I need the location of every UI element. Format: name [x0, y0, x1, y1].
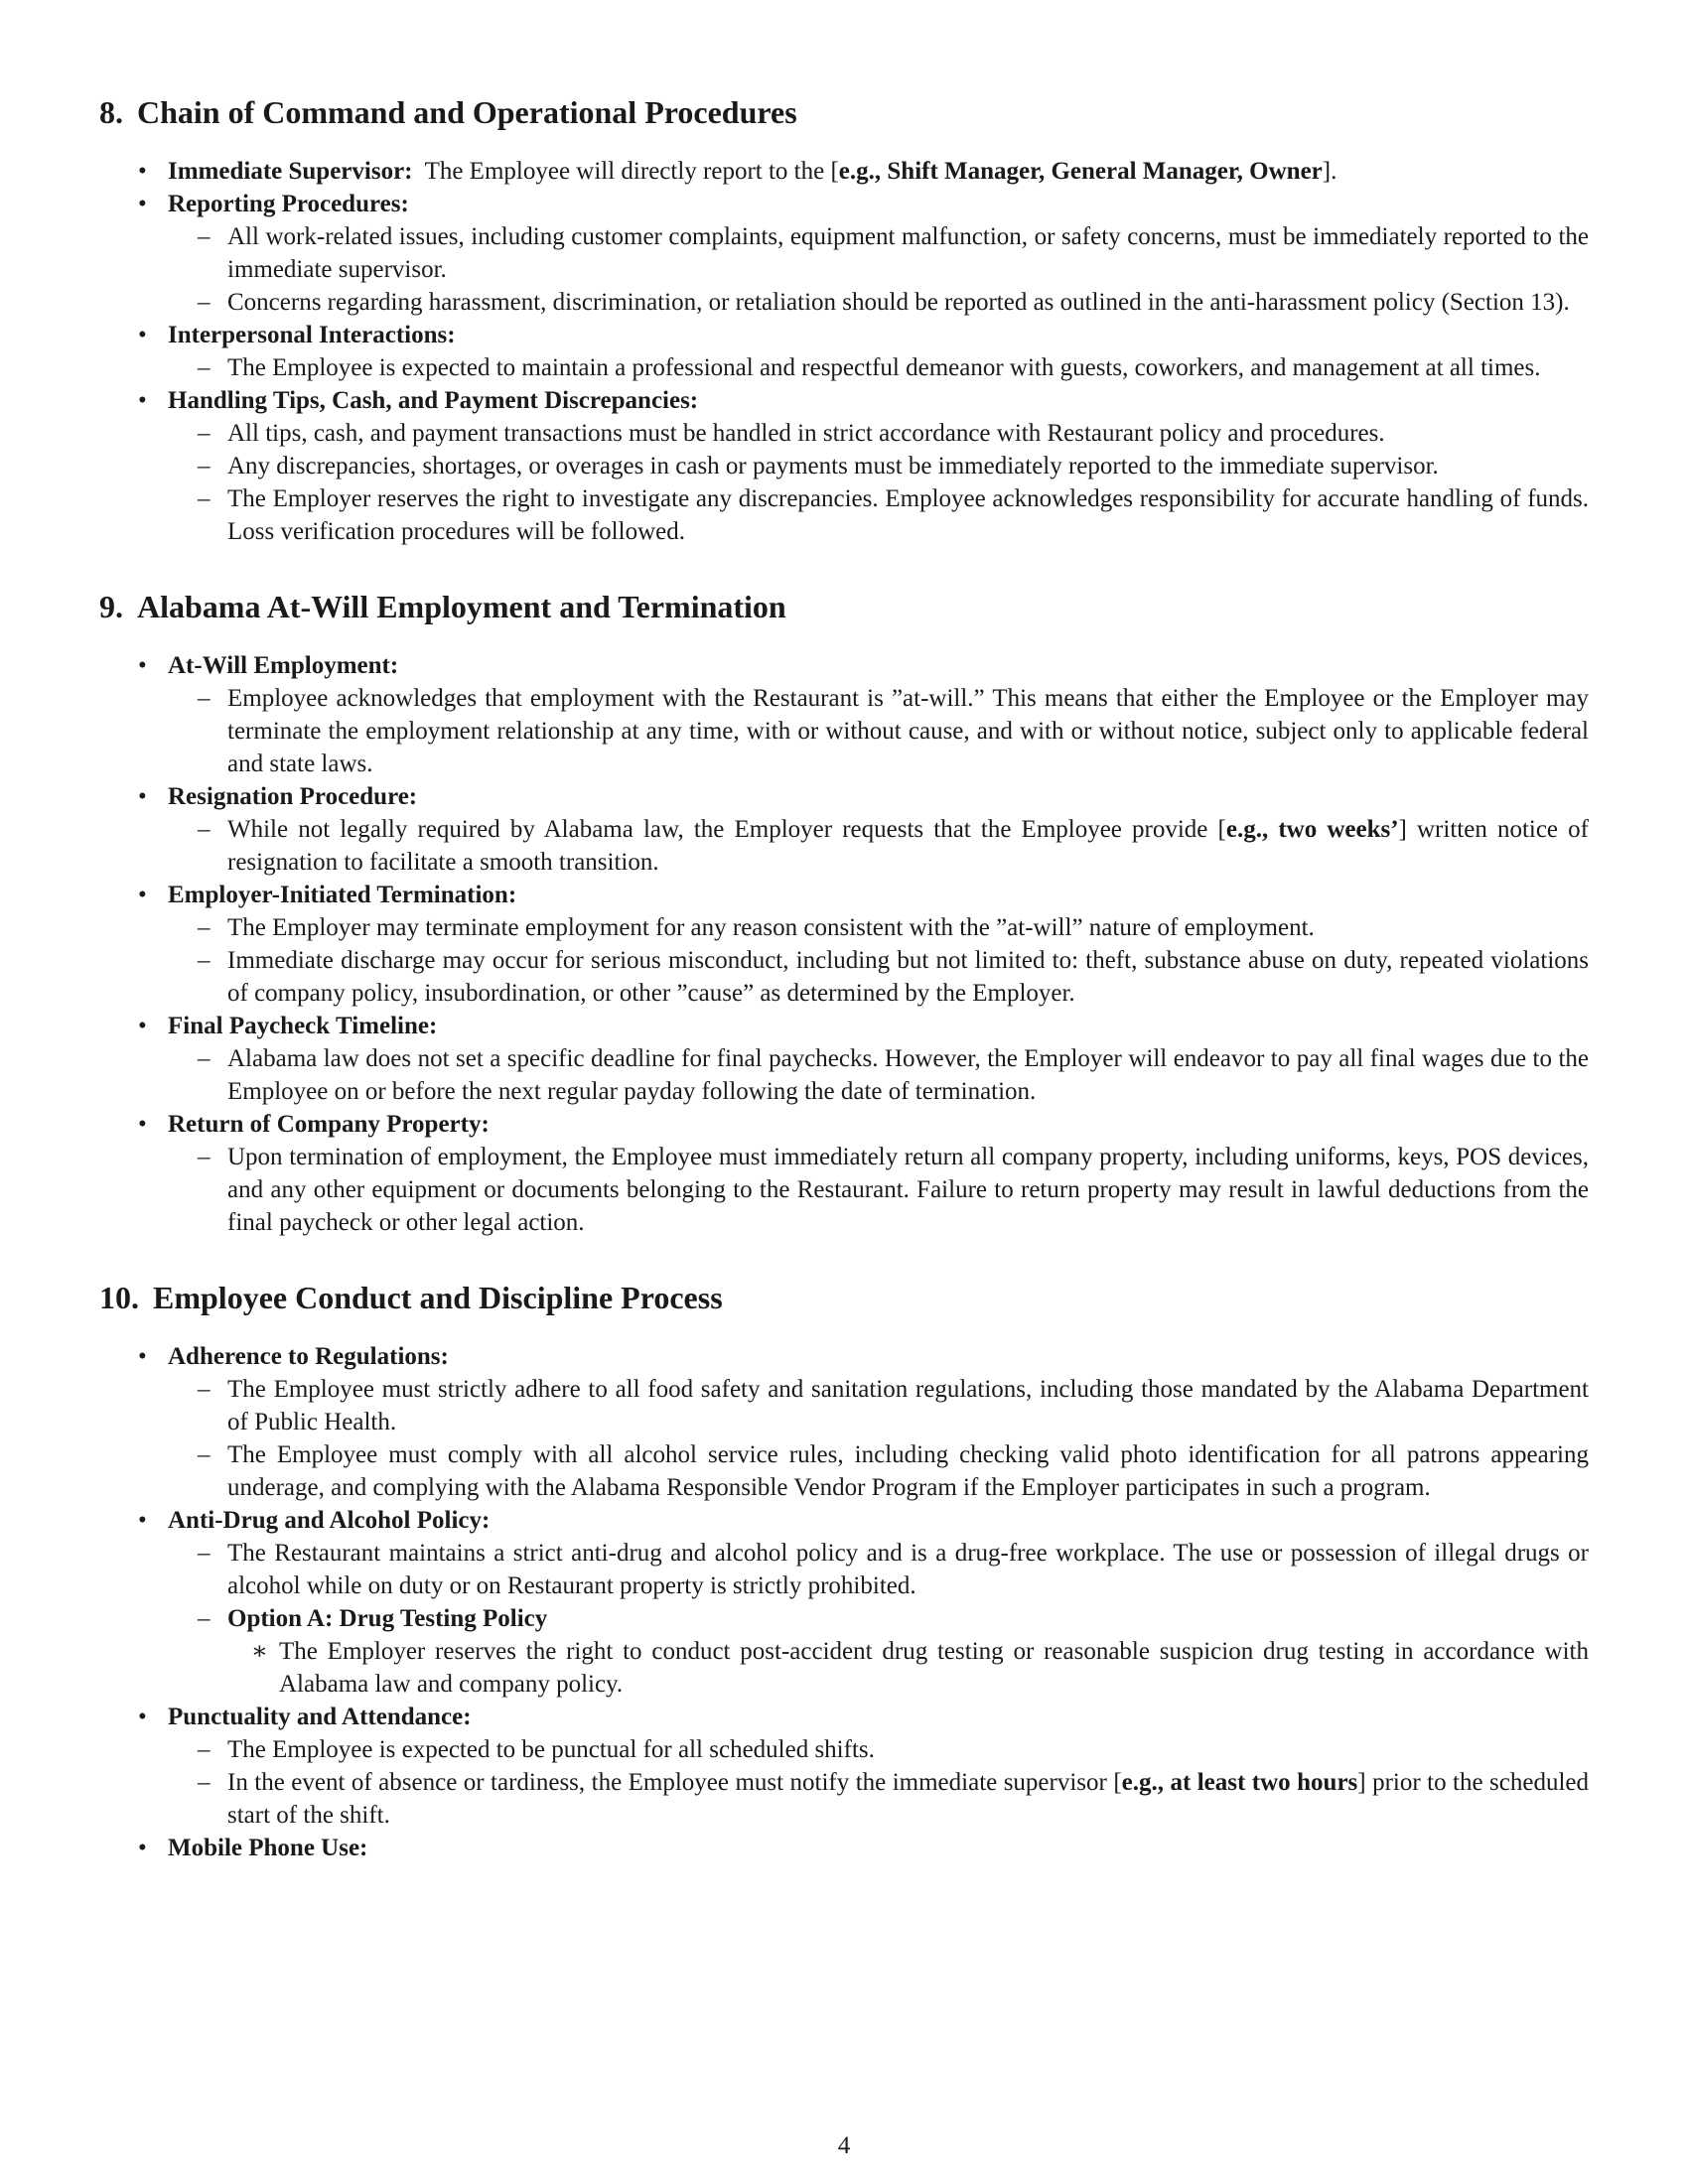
- list-item-punctuality: [168, 1701, 1589, 1832]
- item-text-end: ] written notice of resignation to facilitate a smooth transition.: [227, 816, 1589, 876]
- sub-list: [168, 911, 1589, 1010]
- sub-item: – Alabama law does not set a specific deadline for final paychecks. However, the Employer will endeavor to pay all final wages due to the Employee on or before the next regular payday following the date of termination.: [227, 1042, 1589, 1108]
- item-label: Resignation Procedure:: [168, 783, 418, 810]
- sub-list: [168, 220, 1589, 319]
- sub-list: [168, 1733, 1589, 1832]
- section-8: [99, 91, 1589, 548]
- sub-item: – The Employee is expected to be punctual for all scheduled shifts.: [227, 1733, 1589, 1766]
- sub-list: [168, 1141, 1589, 1239]
- section-9: [99, 586, 1589, 1239]
- page-number: 4: [837, 2132, 851, 2159]
- sub-sub-list: [227, 1635, 1589, 1701]
- sub-item: – The Employer may terminate employment for any reason consistent with the ”at-will” nature of employment.: [227, 911, 1589, 944]
- item-placeholder: e.g., two weeks’: [1225, 816, 1399, 843]
- sub-item: [227, 1766, 1589, 1832]
- list-item-immediate-supervisor: [168, 155, 1589, 188]
- section-9-heading: [99, 586, 1589, 627]
- sub-item: – The Restaurant maintains a strict anti-drug and alcohol policy and is a drug-free workplace. The use or possession of illegal drugs or alcohol while on duty or on Restaurant property is strictly prohibited.: [227, 1537, 1589, 1602]
- section-10-list: [99, 1340, 1589, 1864]
- item-label: Punctuality and Attendance:: [168, 1704, 472, 1730]
- sub-item-option-a: [227, 1602, 1589, 1701]
- item-label: Anti-Drug and Alcohol Policy:: [168, 1507, 491, 1534]
- section-8-heading: [99, 91, 1589, 133]
- item-label: Interpersonal Interactions:: [168, 322, 456, 348]
- item-text-end: ].: [1322, 158, 1337, 185]
- sub-item: – Concerns regarding harassment, discrimination, or retaliation should be reported as outlined in the anti-harassment policy (Section 13).: [227, 286, 1589, 319]
- option-label: Option A: Drug Testing Policy: [227, 1605, 548, 1632]
- section-9-list: [99, 649, 1589, 1239]
- section-10-heading: [99, 1277, 1589, 1318]
- list-item-handling-tips: [168, 384, 1589, 548]
- sub-item: – All work-related issues, including customer complaints, equipment malfunction, or safety concerns, must be immediately reported to the immediate supervisor.: [227, 220, 1589, 286]
- section-title: Chain of Command and Operational Procedures: [137, 94, 797, 130]
- list-item-final-paycheck: [168, 1010, 1589, 1108]
- list-item-mobile-phone: [168, 1832, 1589, 1864]
- sub-item: – The Employee must strictly adhere to all food safety and sanitation regulations, including those mandated by the Alabama Department of Public Health.: [227, 1373, 1589, 1438]
- sub-item: – The Employee is expected to maintain a professional and respectful demeanor with guests, coworkers, and management at all times.: [227, 351, 1589, 384]
- item-label: Return of Company Property:: [168, 1111, 490, 1138]
- document-page: [99, 91, 1589, 1902]
- section-8-list: [99, 155, 1589, 548]
- sub-list: [168, 1042, 1589, 1108]
- sub-list: [168, 1537, 1589, 1701]
- sub-item: [227, 813, 1589, 879]
- sub-list: [168, 1373, 1589, 1504]
- sub-item: – Immediate discharge may occur for serious misconduct, including but not limited to: theft, substance abuse on duty, repeated violations of company policy, insubordination, or other ”cause” as determined by the Employer.: [227, 944, 1589, 1010]
- list-item-return-property: [168, 1108, 1589, 1239]
- item-label: Handling Tips, Cash, and Payment Discrepancies:: [168, 387, 699, 414]
- item-label: Adherence to Regulations:: [168, 1343, 449, 1370]
- item-label: At-Will Employment:: [168, 652, 399, 679]
- sub-sub-item: ∗ The Employer reserves the right to conduct post-accident drug testing or reasonable suspicion drug testing in accordance with Alabama law and company policy.: [279, 1635, 1589, 1701]
- sub-list: [168, 813, 1589, 879]
- list-item-interpersonal: [168, 319, 1589, 384]
- section-title: Employee Conduct and Discipline Process: [153, 1280, 723, 1315]
- sub-item: – Upon termination of employment, the Employee must immediately return all company property, including uniforms, keys, POS devices, and any other equipment or documents belonging to the Restaurant. Failure to return property may result in lawful deductions from the final paycheck or other legal action.: [227, 1141, 1589, 1239]
- item-text: In the event of absence or tardiness, the Employee must notify the immediate supervisor [: [227, 1769, 1122, 1796]
- item-label: Reporting Procedures:: [168, 191, 409, 217]
- item-label: Mobile Phone Use:: [168, 1835, 368, 1861]
- list-item-regulations: [168, 1340, 1589, 1504]
- sub-item: – All tips, cash, and payment transactions must be handled in strict accordance with Restaurant policy and procedures.: [227, 417, 1589, 450]
- sub-item: – Employee acknowledges that employment with the Restaurant is ”at-will.” This means that either the Employee or the Employer may terminate the employment relationship at any time, with or without cause, and with or without notice, subject only to applicable federal and state laws.: [227, 682, 1589, 780]
- list-item-anti-drug: [168, 1504, 1589, 1701]
- item-text: While not legally required by Alabama law, the Employer requests that the Employee provide [: [227, 816, 1226, 843]
- section-title: Alabama At-Will Employment and Termination: [137, 589, 786, 624]
- sub-list: [168, 417, 1589, 548]
- item-label: Employer-Initiated Termination:: [168, 882, 517, 908]
- item-text: The Employee will directly report to the [: [424, 158, 839, 185]
- sub-item: – The Employer reserves the right to investigate any discrepancies. Employee acknowledges responsibility for accurate handling of funds. Loss verification procedures will be followed.: [227, 482, 1589, 548]
- list-item-employer-termination: [168, 879, 1589, 1010]
- sub-list: [168, 682, 1589, 780]
- section-number: 8.: [99, 94, 123, 130]
- item-label: Immediate Supervisor:: [168, 158, 413, 185]
- list-item-at-will: [168, 649, 1589, 780]
- list-item-reporting-procedures: [168, 188, 1589, 319]
- sub-list: [168, 351, 1589, 384]
- item-label: Final Paycheck Timeline:: [168, 1013, 438, 1039]
- list-item-resignation: [168, 780, 1589, 879]
- item-placeholder: e.g., Shift Manager, General Manager, Owner: [838, 158, 1323, 185]
- sub-item: – Any discrepancies, shortages, or overages in cash or payments must be immediately reported to the immediate supervisor.: [227, 450, 1589, 482]
- item-text-end: ] prior to the scheduled start of the shift.: [227, 1769, 1590, 1829]
- sub-item: – The Employee must comply with all alcohol service rules, including checking valid photo identification for all patrons appearing underage, and complying with the Alabama Responsible Vendor Program if the Employer participates in such a program.: [227, 1438, 1589, 1504]
- section-number: 9.: [99, 589, 123, 624]
- section-10: [99, 1277, 1589, 1864]
- item-placeholder: e.g., at least two hours: [1121, 1769, 1358, 1796]
- section-number: 10.: [99, 1280, 139, 1315]
